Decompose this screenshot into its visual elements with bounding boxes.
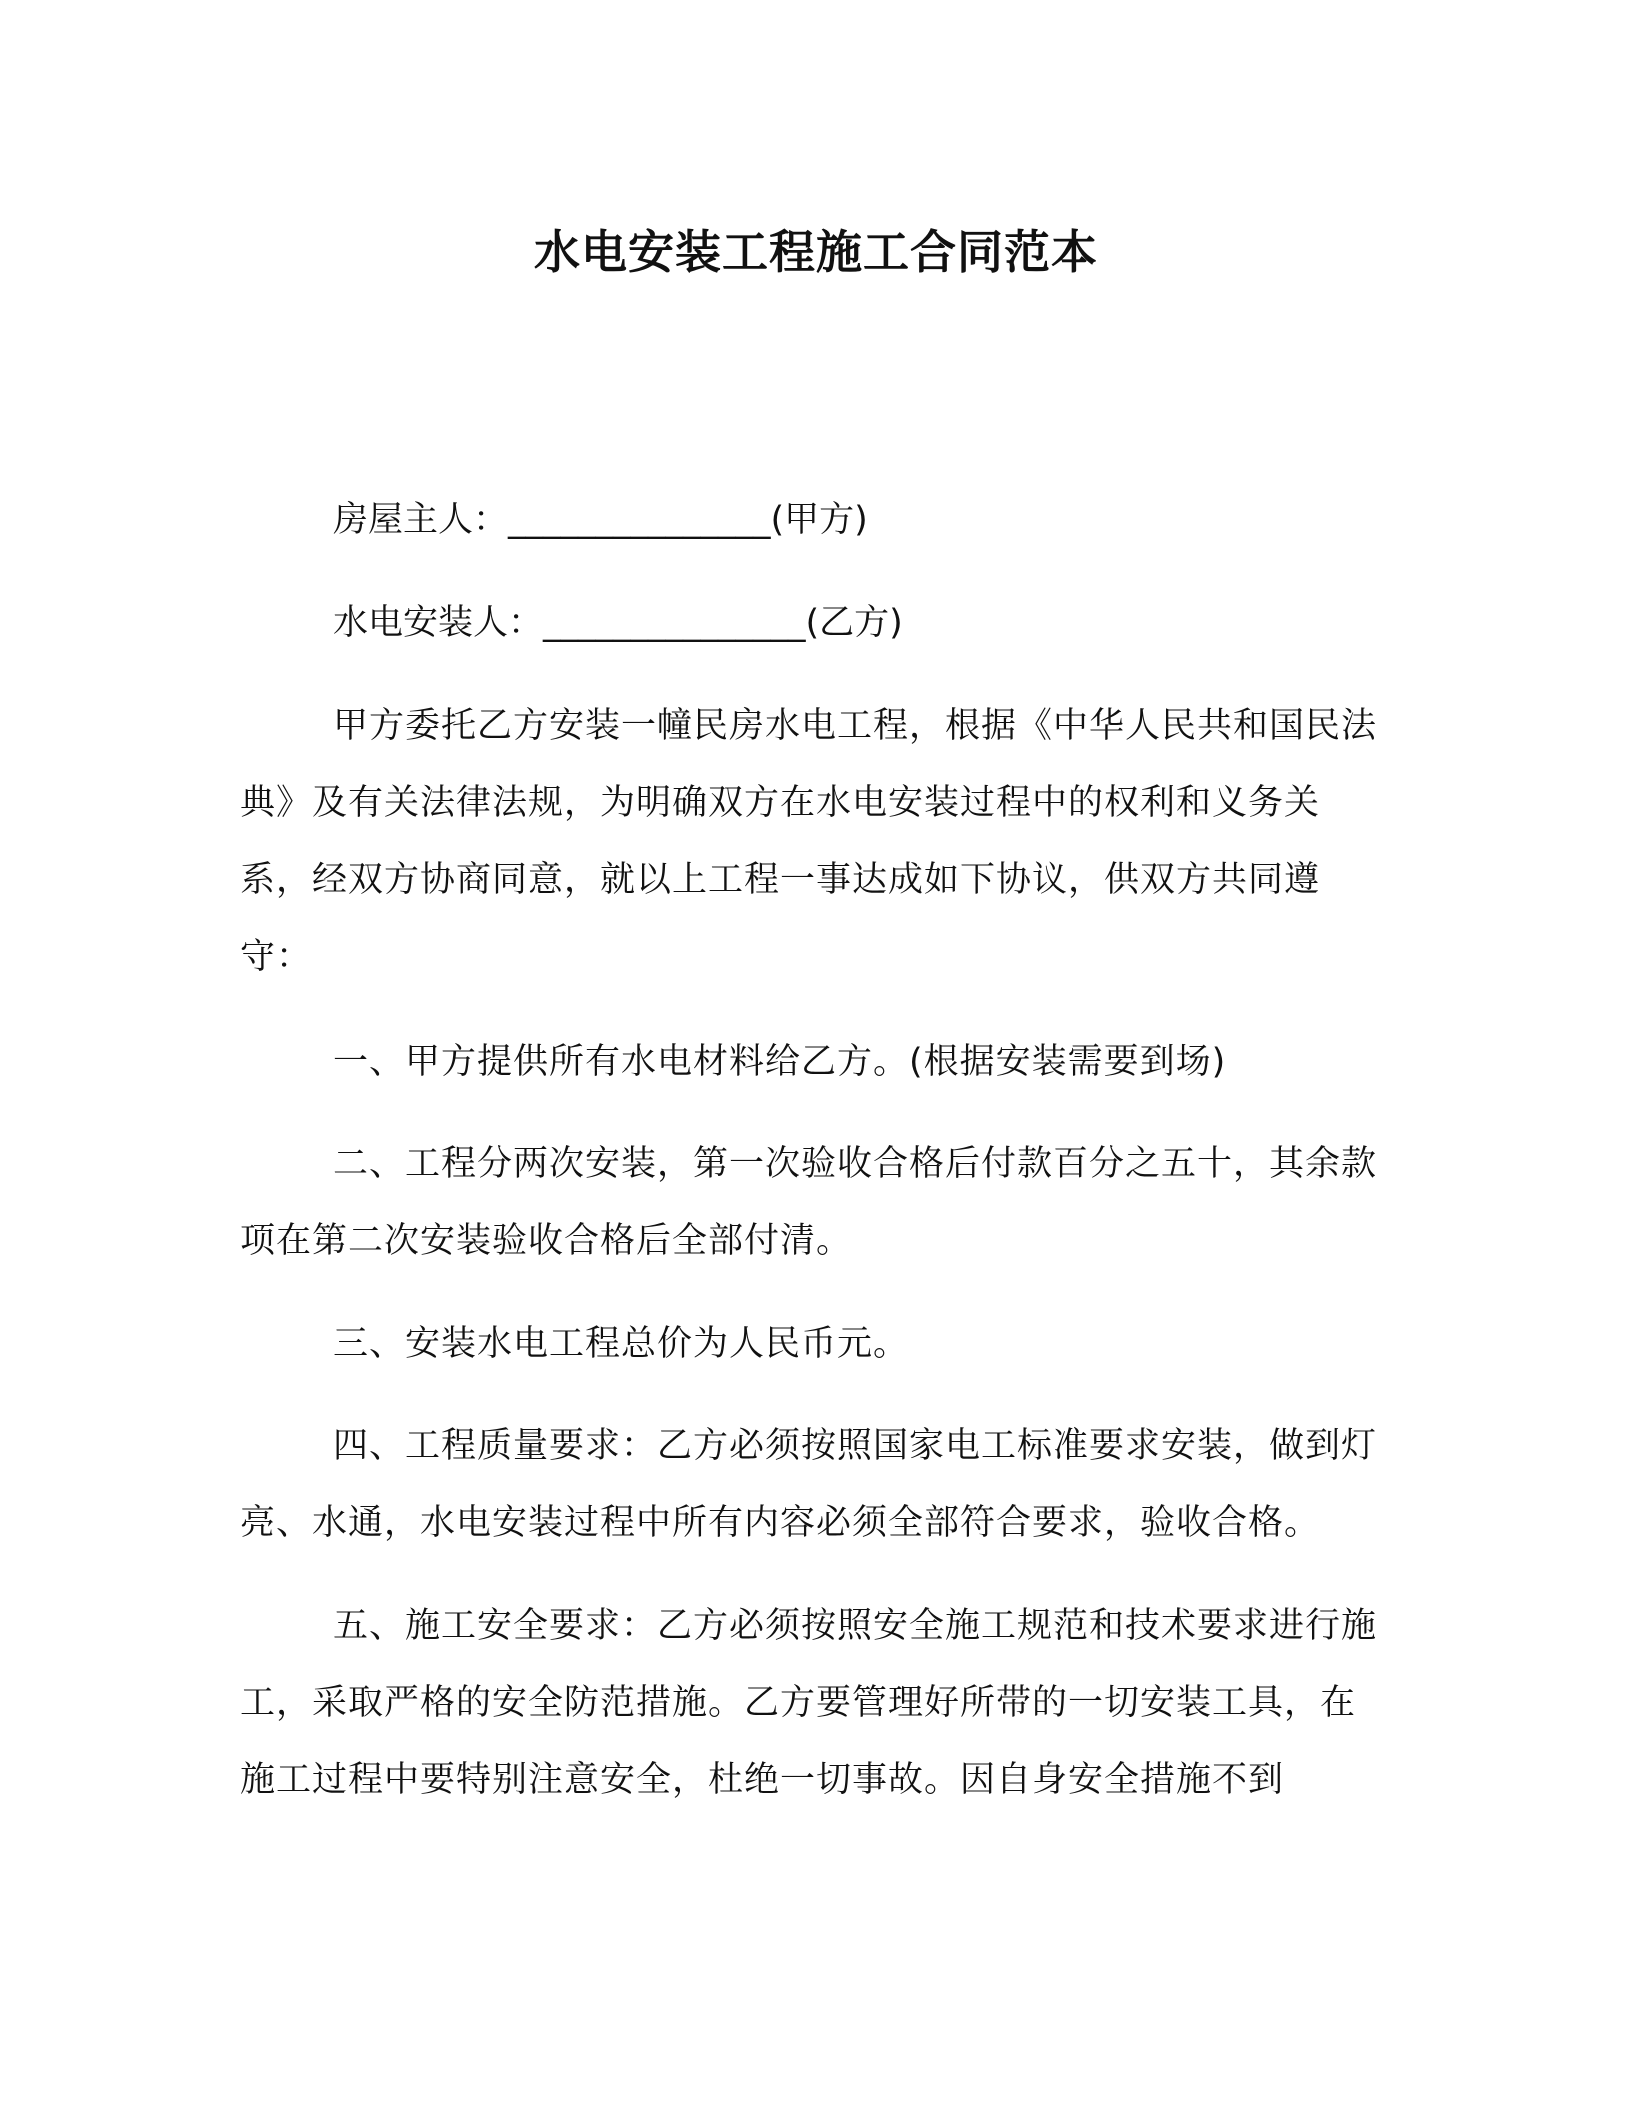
paragraph-clause-3: 三、安装水电工程总价为人民币元。 (333, 1324, 910, 1364)
party-a-line: 房屋主人：_______________(甲方) (333, 500, 868, 540)
paragraph-clause-1: 一、甲方提供所有水电材料给乙方。(根据安装需要到场) (333, 1042, 1227, 1082)
party-b-line: 水电安装人：_______________(乙方) (333, 603, 903, 643)
paragraph-intro: 甲方委托乙方安装一幢民房水电工程，根据《中华人民共和国民法典》及有关法律法规，为明确双方在水电安装过程中的权利和义务关系，经双方协商同意，就以上工程一事达成如下协议，供双方共同遵守： (240, 706, 1378, 977)
document-title: 水电安装工程施工合同范本 (534, 225, 1098, 279)
paragraph-clause-5: 五、施工安全要求：乙方必须按照安全施工规范和技术要求进行施工，采取严格的安全防范措施。乙方要管理好所带的一切安装工具，在施工过程中要特别注意安全，杜绝一切事故。因自身安全措施不到 (240, 1606, 1378, 1800)
paragraph-clause-4: 四、工程质量要求：乙方必须按照国家电工标准要求安装，做到灯亮、水通，水电安装过程中所有内容必须全部符合要求，验收合格。 (240, 1426, 1378, 1543)
paragraph-clause-2: 二、工程分两次安装，第一次验收合格后付款百分之五十，其余款项在第二次安装验收合格后全部付清。 (240, 1144, 1378, 1261)
